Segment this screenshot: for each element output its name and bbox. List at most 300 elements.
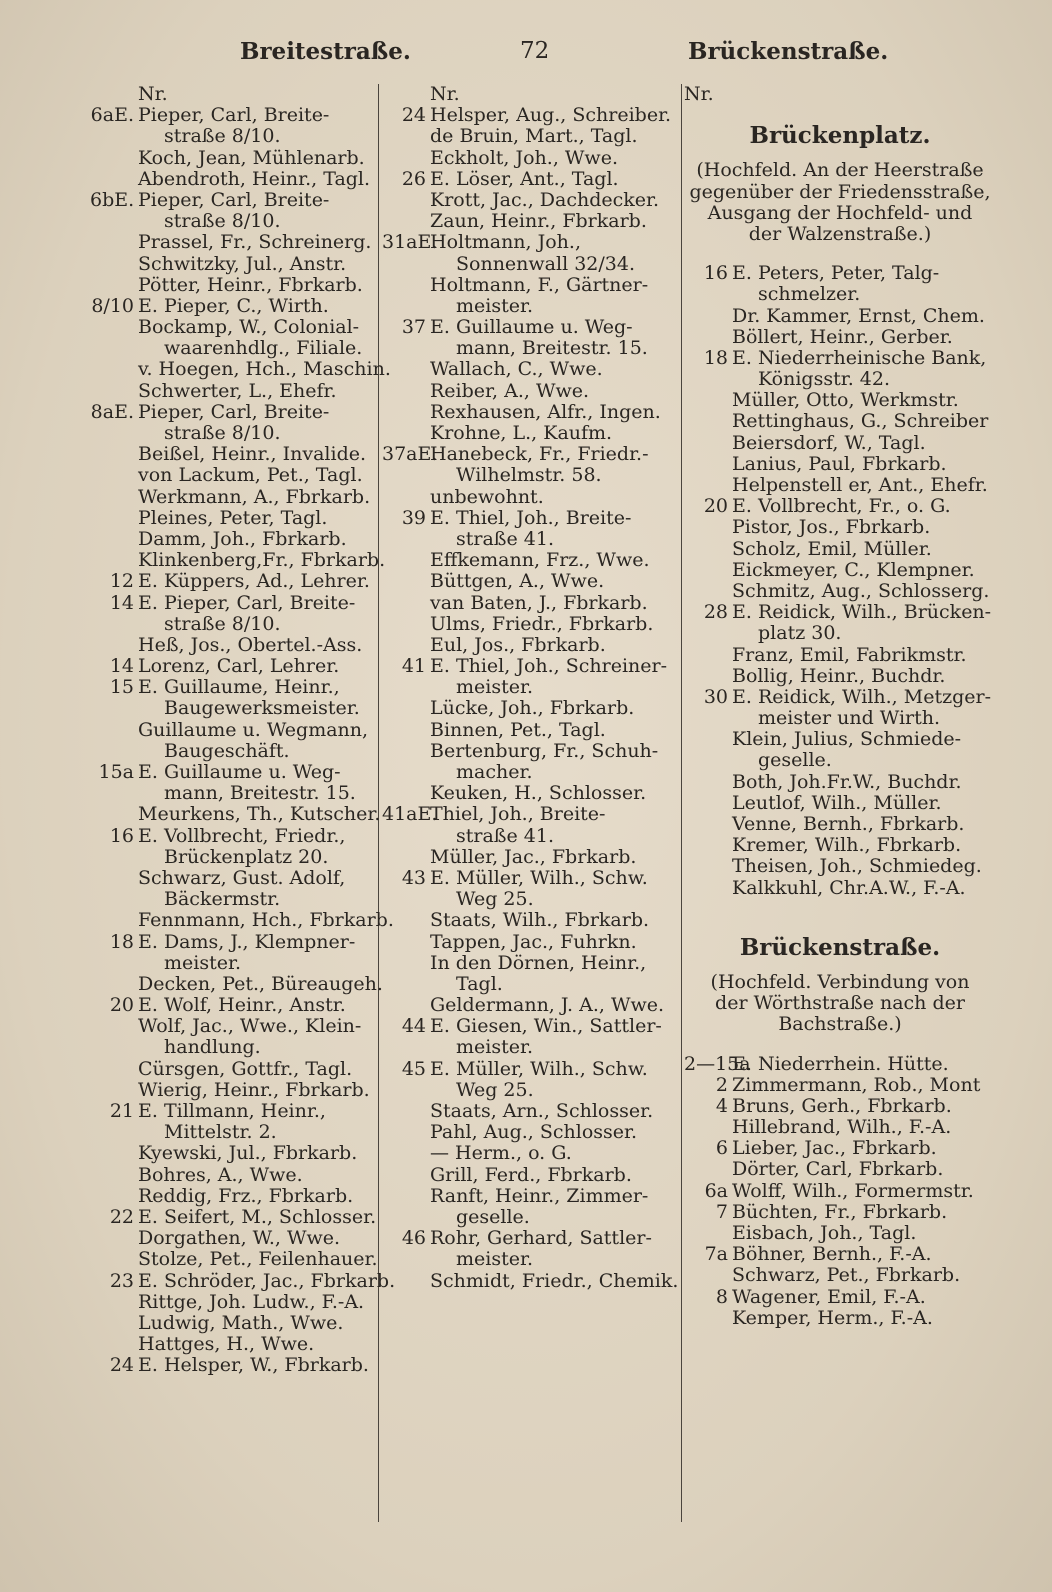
list-item	[90, 126, 390, 147]
entry-text: E. Peters, Peter, Talg-	[732, 262, 940, 285]
list-item	[684, 856, 996, 877]
entry-text: E. Thiel, Joh., Schreiner-	[430, 655, 668, 678]
column-middle	[382, 84, 682, 1292]
entry-text: Tagl.	[456, 972, 503, 995]
list-item	[382, 720, 682, 741]
entry-text: Bollig, Heinr., Buchdr.	[732, 664, 946, 687]
list-item	[684, 602, 996, 623]
list-item	[90, 614, 390, 635]
entry-text: Pleines, Peter, Tagl.	[138, 506, 328, 529]
entry-text: meister.	[456, 294, 534, 317]
entry-text: Lieber, Jac., Fbrkarb.	[732, 1137, 937, 1160]
entries-brueckenplatz	[684, 263, 996, 899]
entry-text: Schwerter, L., Ehefr.	[138, 379, 337, 402]
entry-text: Prassel, Fr., Schreinerg.	[138, 231, 372, 254]
section-title-brueckenplatz: Brückenplatz.	[749, 122, 931, 150]
list-item	[90, 254, 390, 275]
list-item	[90, 1207, 390, 1228]
list-item	[684, 687, 996, 708]
entry-text: Abendroth, Heinr., Tagl.	[138, 167, 371, 190]
entry-text: Binnen, Pet., Tagl.	[430, 718, 606, 741]
entry-text: straße 8/10.	[164, 210, 281, 233]
entry-text: Schmitz, Aug., Schlosserg.	[732, 579, 990, 602]
entry-text: Krott, Jac., Dachdecker.	[430, 188, 660, 211]
entry-text: de Bruin, Mart., Tagl.	[430, 125, 638, 148]
house-number: 2—15a	[684, 1052, 751, 1075]
entry-text: E. Vollbrecht, Friedr.,	[138, 824, 346, 847]
list-item	[684, 878, 996, 899]
house-number: 37	[401, 316, 426, 339]
list-item	[382, 105, 682, 126]
house-number: 6bE.	[90, 188, 135, 211]
entry-text: Pötter, Heinr., Fbrkarb.	[138, 273, 363, 296]
entry-text: Wagener, Emil, F.-A.	[732, 1285, 926, 1308]
list-item	[684, 327, 996, 348]
list-item	[90, 1334, 390, 1355]
list-item	[684, 539, 996, 560]
list-item	[684, 263, 996, 284]
list-item	[90, 1059, 390, 1080]
entry-text: E. Helsper, W., Fbrkarb.	[138, 1354, 369, 1377]
entry-text: Dorgathen, W., Wwe.	[138, 1227, 341, 1250]
list-item	[382, 826, 682, 847]
list-item	[684, 581, 996, 602]
entry-text: E. Niederrhein. Hütte.	[732, 1052, 949, 1075]
house-number: 8aE.	[90, 400, 134, 423]
entry-text: Holtmann, F., Gärtner-	[430, 273, 649, 296]
list-item	[382, 1271, 682, 1292]
list-item	[90, 953, 390, 974]
house-number: 14	[109, 655, 134, 678]
list-item	[382, 1122, 682, 1143]
entry-text: Reiber, A., Wwe.	[430, 379, 590, 402]
entry-text: Staats, Wilh., Fbrkarb.	[430, 909, 650, 932]
entry-text: Rohr, Gerhard, Sattler-	[430, 1227, 652, 1250]
list-item	[90, 232, 390, 253]
list-item	[90, 1165, 390, 1186]
list-item	[90, 1143, 390, 1164]
entry-text: Geldermann, J. A., Wwe.	[430, 994, 665, 1017]
entry-text: E. Thiel, Joh., Breite-	[430, 506, 632, 529]
list-item	[90, 593, 390, 614]
list-item	[90, 1037, 390, 1058]
list-item	[382, 1016, 682, 1037]
house-number: 4	[715, 1094, 728, 1117]
entry-text: Mittelstr. 2.	[164, 1121, 277, 1144]
entry-text: Decken, Pet., Büreaugeh.	[138, 972, 383, 995]
entry-text: Grill, Ferd., Fbrkarb.	[430, 1163, 632, 1186]
entry-text: Nr.	[138, 83, 168, 105]
entry-text: straße 41.	[456, 824, 554, 847]
entry-text: Krohne, L., Kaufm.	[430, 422, 613, 444]
list-item	[90, 1080, 390, 1101]
entry-text: Ludwig, Math., Wwe.	[138, 1311, 344, 1334]
entry-text: Pieper, Carl, Breite-	[138, 400, 330, 423]
house-number: 46	[401, 1227, 426, 1250]
list-item	[90, 720, 390, 741]
entry-text: Böllert, Heinr., Gerber.	[732, 325, 953, 348]
entry-text: Eisbach, Joh., Tagl.	[732, 1222, 917, 1245]
entry-text: Helsper, Aug., Schreiber.	[430, 104, 672, 127]
list-item	[684, 1075, 996, 1096]
house-number: 28	[703, 601, 728, 624]
list-item	[90, 487, 390, 508]
list-item	[382, 190, 682, 211]
entry-text: meister und Wirth.	[758, 707, 941, 730]
entry-text: Wolf, Jac., Wwe., Klein-	[138, 1015, 362, 1038]
house-number: 6a	[704, 1179, 728, 1202]
entry-text: Dörter, Carl, Fbrkarb.	[732, 1158, 944, 1181]
house-number: 15a	[98, 761, 134, 783]
list-item	[684, 1265, 996, 1286]
note-line: Bachstraße.)	[778, 1013, 902, 1036]
list-item	[90, 1228, 390, 1249]
entry-text: Büttgen, A., Wwe.	[430, 570, 605, 593]
list-item	[684, 433, 996, 454]
list-item	[382, 932, 682, 953]
entry-text: Wilhelmstr. 58.	[456, 464, 602, 487]
header-left-street: Breitestraße.	[240, 38, 411, 65]
entry-text: Heß, Jos., Obertel.-Ass.	[138, 633, 363, 656]
house-number: 16	[703, 262, 728, 285]
list-item	[382, 614, 682, 635]
entry-text: E. Guillaume u. Weg-	[138, 761, 341, 783]
entry-text: In den Dörnen, Heinr.,	[430, 951, 647, 974]
list-item	[382, 974, 682, 995]
house-number: 24	[401, 104, 426, 127]
list-item	[90, 275, 390, 296]
entry-text: Reddig, Frz., Fbrkarb.	[138, 1184, 354, 1207]
entry-text: mann, Breitestr. 15.	[164, 782, 356, 805]
entry-text: Klinkenberg,Fr., Fbrkarb.	[138, 549, 386, 572]
list-item	[684, 369, 996, 390]
list-item	[382, 1207, 682, 1228]
list-item	[382, 1037, 682, 1058]
list-item	[90, 169, 390, 190]
list-item	[382, 847, 682, 868]
list-item	[90, 1016, 390, 1037]
list-item	[382, 1165, 682, 1186]
entry-text: E. Pieper, Carl, Breite-	[138, 591, 356, 614]
entry-text: Schwarz, Gust. Adolf,	[138, 866, 346, 889]
entry-text: Guillaume u. Wegmann,	[138, 718, 369, 741]
entry-text: Baugeschäft.	[164, 739, 290, 762]
entry-text: Eckholt, Joh., Wwe.	[430, 146, 618, 169]
house-number: 18	[703, 346, 728, 369]
list-item	[90, 1101, 390, 1122]
entry-text: Lanius, Paul, Fbrkarb.	[732, 452, 947, 475]
entry-text: Zaun, Heinr., Fbrkarb.	[430, 210, 647, 233]
house-number: 24	[109, 1354, 134, 1377]
list-item	[684, 1181, 996, 1202]
list-item	[382, 1101, 682, 1122]
header-right-street: Brückenstraße.	[688, 38, 889, 65]
list-item	[90, 571, 390, 592]
entry-text: Wallach, C., Wwe.	[430, 358, 603, 381]
entry-text: Müller, Otto, Werkmstr.	[732, 389, 959, 412]
list-item	[90, 932, 390, 953]
entry-text: Klein, Julius, Schmiede-	[732, 728, 962, 751]
section-note	[684, 160, 996, 245]
entry-text: Schwitzky, Jul., Anstr.	[138, 252, 347, 275]
list-item	[90, 508, 390, 529]
house-number: 20	[703, 495, 728, 518]
list-item	[382, 296, 682, 317]
entry-text: Bohres, A., Wwe.	[138, 1163, 303, 1186]
list-item	[90, 1269, 396, 1292]
entry-text: Pahl, Aug., Schlosser.	[430, 1121, 638, 1144]
entry-text: E. Guillaume, Heinr.,	[138, 676, 340, 699]
entry-text: Königsstr. 42.	[758, 368, 891, 391]
entry-text: Leutlof, Wilh., Müller.	[732, 791, 942, 814]
entry-text: Brückenplatz 20.	[164, 845, 329, 868]
list-item	[382, 550, 682, 571]
list-item	[684, 623, 996, 644]
list-item	[684, 284, 996, 305]
list-item	[382, 126, 682, 147]
list-item	[90, 677, 390, 698]
list-item	[684, 1287, 996, 1308]
page-number: 72	[520, 38, 550, 64]
entry-text: Kyewski, Jul., Fbrkarb.	[138, 1142, 358, 1165]
list-item	[684, 1202, 996, 1223]
entry-text: v. Hoegen, Hch., Maschin.	[138, 358, 391, 381]
list-item	[382, 1186, 682, 1207]
entries-brueckenstrasse	[684, 1054, 996, 1329]
entry-text: Müller, Jac., Fbrkarb.	[430, 845, 637, 868]
list-item	[382, 465, 682, 486]
house-number: 8	[715, 1285, 728, 1308]
list-item	[90, 190, 390, 211]
list-item	[90, 1249, 390, 1270]
house-number: 30	[703, 685, 728, 708]
entry-text: Werkmann, A., Fbrkarb.	[138, 485, 371, 508]
list-item	[90, 698, 390, 719]
entry-text: Hanebeck, Fr., Friedr.-	[430, 443, 649, 466]
list-item	[382, 910, 682, 931]
entry-text: Baugewerksmeister.	[164, 697, 360, 720]
entry-text: Cürsgen, Gottfr., Tagl.	[138, 1057, 353, 1080]
list-item	[382, 593, 682, 614]
list-item	[382, 211, 682, 232]
entry-text: Thiel, Joh., Breite-	[430, 803, 606, 826]
entry-text: Büchten, Fr., Fbrkarb.	[732, 1200, 948, 1223]
list-item	[382, 741, 682, 762]
list-item	[382, 571, 682, 592]
entry-text: Hillebrand, Wilh., F.-A.	[732, 1116, 952, 1139]
house-number: 45	[401, 1057, 426, 1080]
entry-text: Dr. Kammer, Ernst, Chem.	[732, 304, 985, 327]
list-item	[90, 423, 390, 444]
entry-text: E. Tillmann, Heinr.,	[138, 1100, 326, 1122]
list-item	[382, 338, 682, 359]
list-item	[90, 1355, 390, 1376]
entry-text: van Baten, J., Fbrkarb.	[430, 591, 648, 614]
note-line: der Wörthstraße nach der	[715, 992, 965, 1015]
entry-text: Koch, Jean, Mühlenarb.	[138, 146, 365, 169]
list-item	[90, 444, 390, 465]
entry-text: E. Pieper, C., Wirth.	[138, 294, 329, 317]
note-line: Ausgang der Hochfeld- und	[707, 201, 973, 224]
house-number: 41aE.	[382, 803, 438, 826]
list-item	[684, 814, 996, 835]
entry-text: unbewohnt.	[430, 485, 544, 508]
list-item	[684, 475, 996, 496]
house-number: 12	[109, 570, 134, 593]
list-item	[382, 254, 682, 275]
entry-text: Keuken, H., Schlosser.	[430, 782, 647, 805]
section-note	[684, 972, 996, 1036]
entry-text: Wolff, Wilh., Formermstr.	[732, 1179, 974, 1202]
list-item	[382, 783, 682, 804]
list-item	[684, 750, 996, 771]
list-item	[684, 729, 996, 750]
entry-text: straße 8/10.	[164, 612, 281, 635]
entry-text: Stolze, Pet., Feilenhauer.	[138, 1248, 378, 1271]
list-item	[90, 783, 390, 804]
list-item	[382, 1080, 682, 1101]
list-item	[684, 793, 996, 814]
list-item	[90, 148, 390, 169]
list-item	[684, 1159, 996, 1180]
list-item	[684, 348, 996, 369]
house-number: 44	[401, 1015, 426, 1038]
page-header	[90, 30, 1010, 70]
entry-text: E. Giesen, Win., Sattler-	[430, 1015, 662, 1038]
list-item	[90, 909, 394, 932]
house-number: 31aE.	[382, 231, 438, 254]
entry-text: Bockamp, W., Colonial-	[138, 316, 360, 339]
entry-text: Rexhausen, Alfr., Ingen.	[430, 400, 661, 423]
list-item	[90, 529, 390, 550]
nr-label: Nr.	[684, 83, 714, 105]
entry-text: Weg 25.	[456, 888, 534, 911]
list-item	[684, 1308, 996, 1329]
entry-text: Venne, Bernh., Fbrkarb.	[732, 813, 965, 836]
entry-text: Meurkens, Th., Kutscher.	[138, 803, 381, 826]
house-number: 21	[109, 1100, 134, 1122]
entry-text: Kemper, Herm., F.-A.	[732, 1306, 933, 1329]
entry-text: straße 41.	[456, 527, 554, 550]
list-item	[90, 381, 390, 402]
entry-text: Ulms, Friedr., Fbrkarb.	[430, 612, 654, 635]
entry-text: geselle.	[456, 1205, 530, 1228]
list-item	[382, 868, 682, 889]
house-number: 22	[109, 1205, 134, 1228]
entry-text: Beißel, Heinr., Invalide.	[138, 443, 367, 466]
list-item	[382, 381, 682, 402]
note-line: der Walzenstraße.)	[748, 222, 932, 245]
entry-text: straße 8/10.	[164, 422, 281, 444]
entry-text: Eickmeyer, C., Klempner.	[732, 558, 975, 581]
section-title-brueckenstrasse: Brückenstraße.	[739, 933, 941, 961]
list-item	[382, 402, 682, 423]
list-item	[382, 169, 682, 190]
list-item	[382, 953, 682, 974]
entry-text: Rittge, Joh. Ludw., F.-A.	[138, 1290, 365, 1313]
list-item	[382, 804, 682, 825]
list-item	[90, 317, 390, 338]
entry-text: Zimmermann, Rob., Mont	[732, 1073, 981, 1096]
list-item	[90, 1292, 390, 1313]
entry-text: Hattges, H., Wwe.	[138, 1333, 315, 1356]
list-item	[684, 645, 996, 666]
note-line: gegenüber der Friedensstraße,	[689, 180, 991, 203]
house-number: 16	[109, 824, 134, 847]
entry-text: Ranft, Heinr., Zimmer-	[430, 1184, 649, 1207]
entry-text: Böhner, Bernh., F.-A.	[732, 1243, 932, 1266]
entry-text: Rettinghaus, G., Schreiber	[732, 410, 989, 433]
entry-text: E. Guillaume u. Weg-	[430, 316, 633, 339]
list-item	[684, 496, 996, 517]
house-number: 6aE.	[90, 104, 134, 127]
entry-text: E. Müller, Wilh., Schw.	[430, 1057, 648, 1080]
entry-text: E. Löser, Ant., Tagl.	[430, 167, 619, 190]
list-item	[90, 656, 390, 677]
list-item	[382, 232, 682, 253]
entry-text: E. Vollbrecht, Fr., o. G.	[732, 495, 951, 518]
entry-text: Nr.	[430, 83, 460, 105]
list-item	[382, 359, 682, 380]
list-item	[684, 1096, 996, 1117]
list-item	[684, 306, 996, 327]
entry-text: — Herm., o. G.	[430, 1142, 572, 1165]
list-item	[684, 1054, 996, 1075]
list-item	[382, 529, 682, 550]
entry-text: meister.	[456, 1036, 534, 1059]
list-item	[90, 974, 390, 995]
list-item	[382, 995, 682, 1016]
entry-text: Eul, Jos., Fbrkarb.	[430, 633, 606, 656]
entry-text: Lorenz, Carl, Lehrer.	[138, 655, 340, 678]
list-item	[90, 211, 390, 232]
entry-text: meister.	[456, 676, 534, 699]
list-item	[90, 995, 390, 1016]
entry-text: E. Müller, Wilh., Schw.	[430, 866, 648, 889]
list-item	[684, 517, 996, 538]
list-item	[382, 889, 682, 910]
entry-text: Schwarz, Pet., Fbrkarb.	[732, 1264, 961, 1287]
list-item	[684, 1117, 996, 1138]
entry-text: E. Reidick, Wilh., Brücken-	[732, 601, 992, 624]
house-number: 2	[715, 1073, 728, 1096]
column-right	[684, 84, 996, 1329]
list-item	[684, 835, 996, 856]
entry-text: Bruns, Gerh., Fbrkarb.	[732, 1094, 952, 1117]
list-item	[684, 772, 996, 793]
list-item	[382, 1143, 682, 1164]
list-item	[90, 868, 390, 889]
house-number: 6	[715, 1137, 728, 1160]
list-item	[382, 275, 682, 296]
entry-text: platz 30.	[758, 622, 842, 645]
entry-text: mann, Breitestr. 15.	[456, 337, 648, 360]
entry-text: Tappen, Jac., Fuhrkn.	[430, 930, 637, 953]
entry-text: waarenhdlg., Filiale.	[164, 337, 363, 360]
entry-text: Helpenstell er, Ant., Ehefr.	[732, 474, 988, 497]
list-item	[382, 1059, 682, 1080]
entry-text: Franz, Emil, Fabrikmstr.	[732, 643, 967, 666]
entry-text: schmelzer.	[758, 283, 861, 306]
list-item	[90, 1313, 390, 1334]
entry-text: Wierig, Heinr., Fbrkarb.	[138, 1078, 370, 1101]
entry-text: Effkemann, Frz., Wwe.	[430, 549, 650, 572]
entry-text: Damm, Joh., Fbrkarb.	[138, 527, 347, 550]
list-item	[90, 550, 390, 571]
entry-text: handlung.	[164, 1036, 261, 1059]
list-item	[382, 423, 682, 444]
list-item	[684, 390, 996, 411]
